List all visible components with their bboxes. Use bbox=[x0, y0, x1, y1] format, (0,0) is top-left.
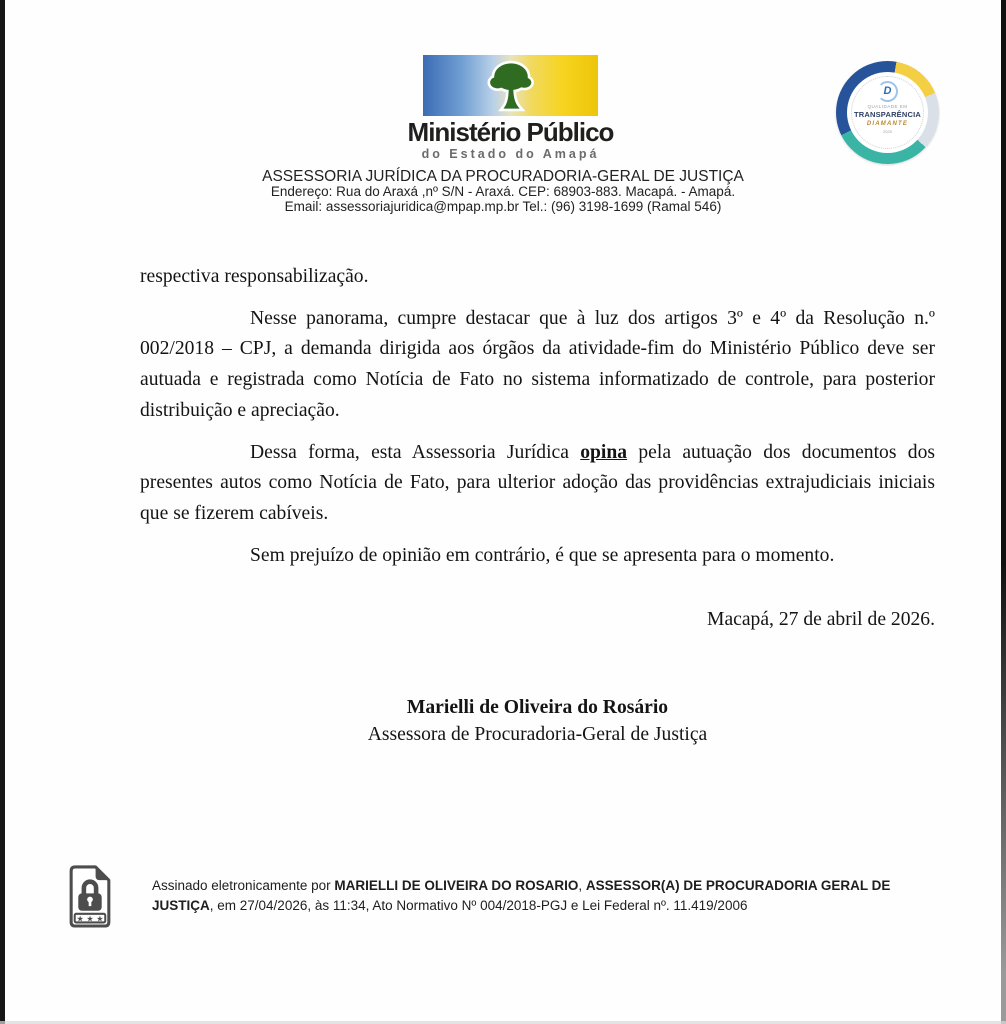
paragraph-text: Dessa forma, esta Assessoria Jurídica bbox=[250, 441, 581, 463]
svg-text:★ ★ ★: ★ ★ ★ bbox=[76, 913, 104, 924]
seal-top-label: QUALIDADE EM bbox=[867, 104, 908, 109]
seal-main-label: TRANSPARÊNCIA bbox=[853, 110, 922, 119]
document-body bbox=[140, 262, 935, 748]
signer-name: Marielli de Oliveira do Rosário bbox=[406, 697, 669, 719]
page-edge-right bbox=[1001, 0, 1006, 1024]
logo-title: Ministério Público bbox=[407, 117, 614, 147]
date-line: Macapá, 27 de abril de 2026. bbox=[707, 609, 935, 631]
tree-icon bbox=[474, 57, 548, 115]
esign-signer-role: ASSESSOR(A) DE PROCURADORIA GERAL DE JUSTIÇA bbox=[152, 878, 891, 913]
page-edge-left bbox=[0, 0, 5, 1024]
paragraph-continuation: respectiva responsabilização. bbox=[140, 266, 369, 287]
seal-inner bbox=[847, 72, 928, 153]
seal-level-label: DIAMANTE bbox=[866, 121, 909, 127]
esign-comma: , bbox=[578, 878, 586, 893]
signer-role: Assessora de Procuradoria-Geral de Justiça bbox=[367, 724, 708, 746]
paragraph-text: pela autuação dos documentos dos presentes autos como Notícia de Fato, para ulterior adoção das providências extrajudiciais iniciais que se fizerem cabíveis. bbox=[140, 441, 935, 524]
electronic-signature-text bbox=[152, 876, 947, 915]
paragraph: Sem prejuízo de opinião em contrário, é que se apresenta para o momento. bbox=[250, 544, 835, 566]
seal-monogram: D bbox=[877, 81, 898, 102]
logo-subtitle: do Estado do Amapá bbox=[421, 147, 600, 161]
seal-year: 2020 bbox=[883, 129, 892, 134]
esign-prefix: Assinado eletronicamente por bbox=[152, 878, 335, 893]
org-name: ASSESSORIA JURÍDICA DA PROCURADORIA-GERAL DE JUSTIÇA bbox=[262, 168, 744, 185]
signed-document-lock-icon bbox=[63, 863, 118, 932]
org-contact: Email: assessoriajuridica@mpap.mp.br Tel.: (96) 3198-1699 (Ramal 546) bbox=[284, 198, 722, 214]
esign-signer-name: MARIELLI DE OLIVEIRA DO ROSARIO bbox=[334, 878, 579, 893]
paragraph bbox=[140, 438, 935, 530]
paragraph: Nesse panorama, cumpre destacar que à luz dos artigos 3º e 4º da Resolução n.º 002/2018 – CPJ, a demanda dirigida aos órgãos da atividade-fim do Ministério Público deve ser autuada e registrada como Notícia de Fato no sistema informatizado de controle, para posterior distribuição e apreciação. bbox=[140, 307, 935, 421]
transparency-seal-icon bbox=[836, 61, 939, 164]
signature-block bbox=[140, 694, 935, 748]
mp-logo bbox=[423, 55, 598, 116]
esign-suffix: , em 27/04/2026, às 11:34, Ato Normativo Nº 004/2018-PGJ e Lei Federal nº. 11.419/2006 bbox=[209, 897, 748, 913]
letterhead-org-block bbox=[0, 168, 1006, 214]
emphasized-word: opina bbox=[580, 441, 628, 463]
org-address: Endereço: Rua do Araxá ,nº S/N - Araxá. CEP: 68903-883. Macapá. - Amapá. bbox=[270, 184, 736, 199]
